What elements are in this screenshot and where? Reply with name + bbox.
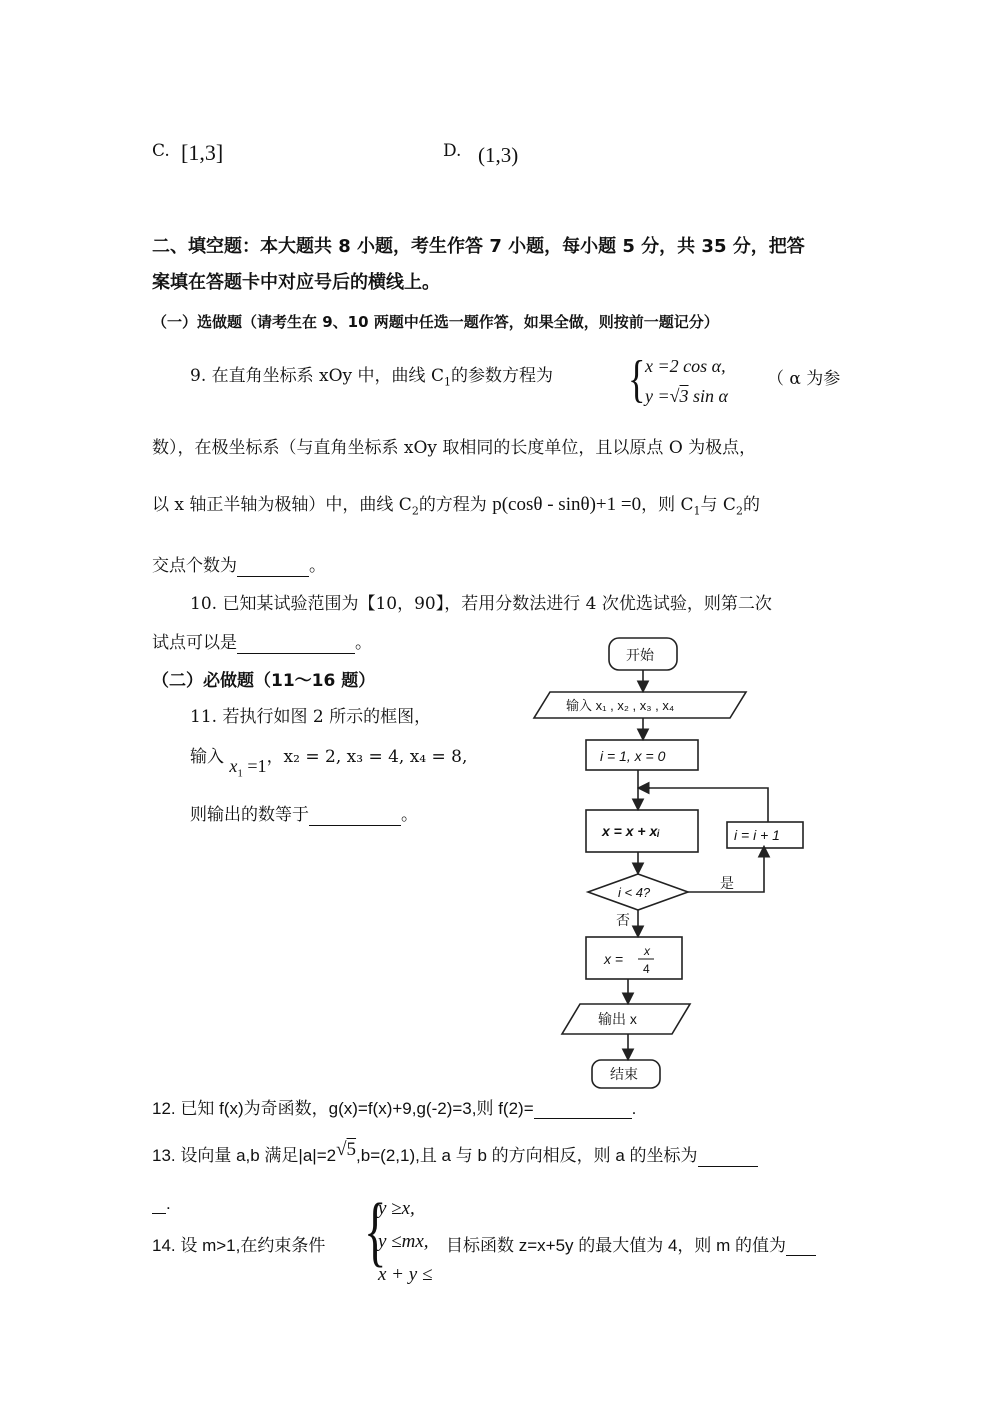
flow-yes-label: 是 <box>720 875 734 891</box>
q9-param-note: （ α 为参 <box>767 369 841 389</box>
q14-brace: { <box>364 1187 387 1274</box>
q14-suffix: 目标函数 z=x+5y 的最大值为 4，则 m 的值为 <box>446 1231 816 1256</box>
flow-no-label: 否 <box>616 912 630 928</box>
q9-line4: 交点个数为 。 <box>152 556 326 576</box>
q12-line: 12. 已知 f(x)为奇函数，g(x)=f(x)+9,g(-2)=3,则 f(2)= . <box>152 1099 637 1118</box>
flow-condition-label: i < 4? <box>618 885 651 900</box>
flow-increment-label: i = i + 1 <box>734 827 780 843</box>
q13-answer-blank-cont[interactable] <box>152 1195 166 1214</box>
q9-line2: 数），在极坐标系（与直角坐标系 xOy 取相同的长度单位，且以原点 O 为极点， <box>152 438 757 458</box>
q11-x1: $x_1 =1$ <box>229 756 267 780</box>
q11-line1: 11. 若执行如图 2 所示的框图， <box>190 707 432 727</box>
flow-divide-node <box>586 937 682 979</box>
q9-polar-eq: p(cosθ - sinθ)+1 =0 <box>492 494 642 515</box>
q13-line1: 13. 设向量 a,b 满足|a|=2√5,b=(2,1),且 a 与 b 的方向相反，则 a 的坐标为 <box>152 1141 758 1167</box>
flow-divide-lhs: x = <box>604 951 624 967</box>
flow-accumulate-label: x = x + xᵢ <box>602 823 660 839</box>
section-heading-line1: 二、填空题：本大题共 8 小题，考生作答 7 小题，每小题 5 分，共 35 分，把答 <box>152 236 805 257</box>
option-c-value: [1,3] <box>181 140 224 165</box>
q11-output-line: 则输出的数等于 。 <box>190 805 418 825</box>
required-heading: （二）必做题（11～16 题） <box>152 671 376 691</box>
q14-answer-blank[interactable] <box>786 1237 816 1256</box>
q14-constraint-3: x + y ≤ <box>378 1264 433 1285</box>
q10-line2: 试点可以是 。 <box>152 633 372 653</box>
q10-answer-blank[interactable] <box>237 635 355 654</box>
flow-divide-num: x <box>644 944 650 958</box>
q9-line1: 9. 在直角坐标系 xOy 中，曲线 $C_1$的参数方程为 <box>190 366 553 389</box>
q13-answer-blank[interactable] <box>698 1148 758 1167</box>
option-c-label: C. <box>152 141 170 161</box>
q13-line2: . <box>152 1194 171 1214</box>
section-heading-line2: 案填在答题卡中对应号后的横线上。 <box>152 272 440 293</box>
flowchart <box>520 630 900 1095</box>
q10-line1: 10. 已知某试验范围为【10，90】，若用分数法进行 4 次优选试验，则第二次 <box>190 594 772 614</box>
q14-prefix: 14. 设 m>1,在约束条件 <box>152 1236 326 1255</box>
optional-heading: （一）选做题（请考生在 9、10 两题中任选一题作答，如果全做，则按前一题记分） <box>152 313 719 331</box>
option-d-value: (1,3) <box>478 143 519 167</box>
flow-input-label: 输入 x₁ , x₂ , x₃ , x₄ <box>566 698 675 713</box>
q9-answer-blank[interactable] <box>237 558 309 577</box>
q14-constraint-1: y ≥x, <box>378 1198 415 1219</box>
flow-init-label: i = 1, x = 0 <box>600 748 666 764</box>
q12-answer-blank[interactable] <box>534 1100 632 1119</box>
flow-end-label: 结束 <box>610 1066 638 1082</box>
option-d-label: D. <box>443 141 462 161</box>
flow-divide-den: 4 <box>643 962 650 976</box>
flow-output-label: 输出 x <box>598 1011 637 1027</box>
q9-eq-x: x =2 cos α, <box>645 356 726 376</box>
q11-answer-blank[interactable] <box>309 807 401 826</box>
q14-constraint-2: y ≤mx, <box>378 1231 429 1252</box>
flow-start-label: 开始 <box>626 647 654 663</box>
q9-line3: 以 x 轴正半轴为极轴）中，曲线 $C_2$的方程为 p(cosθ - sinθ)+1 =0，则 $C_1$与 $C_2$的 <box>152 494 760 518</box>
q11-input-line: 输入 $x_1 =1$，x₂ = 2, x₃ = 4, x₄ = 8, <box>190 747 468 780</box>
q9-eq-y: y =√3 sin α <box>645 386 728 406</box>
q9-brace: { <box>628 351 646 408</box>
